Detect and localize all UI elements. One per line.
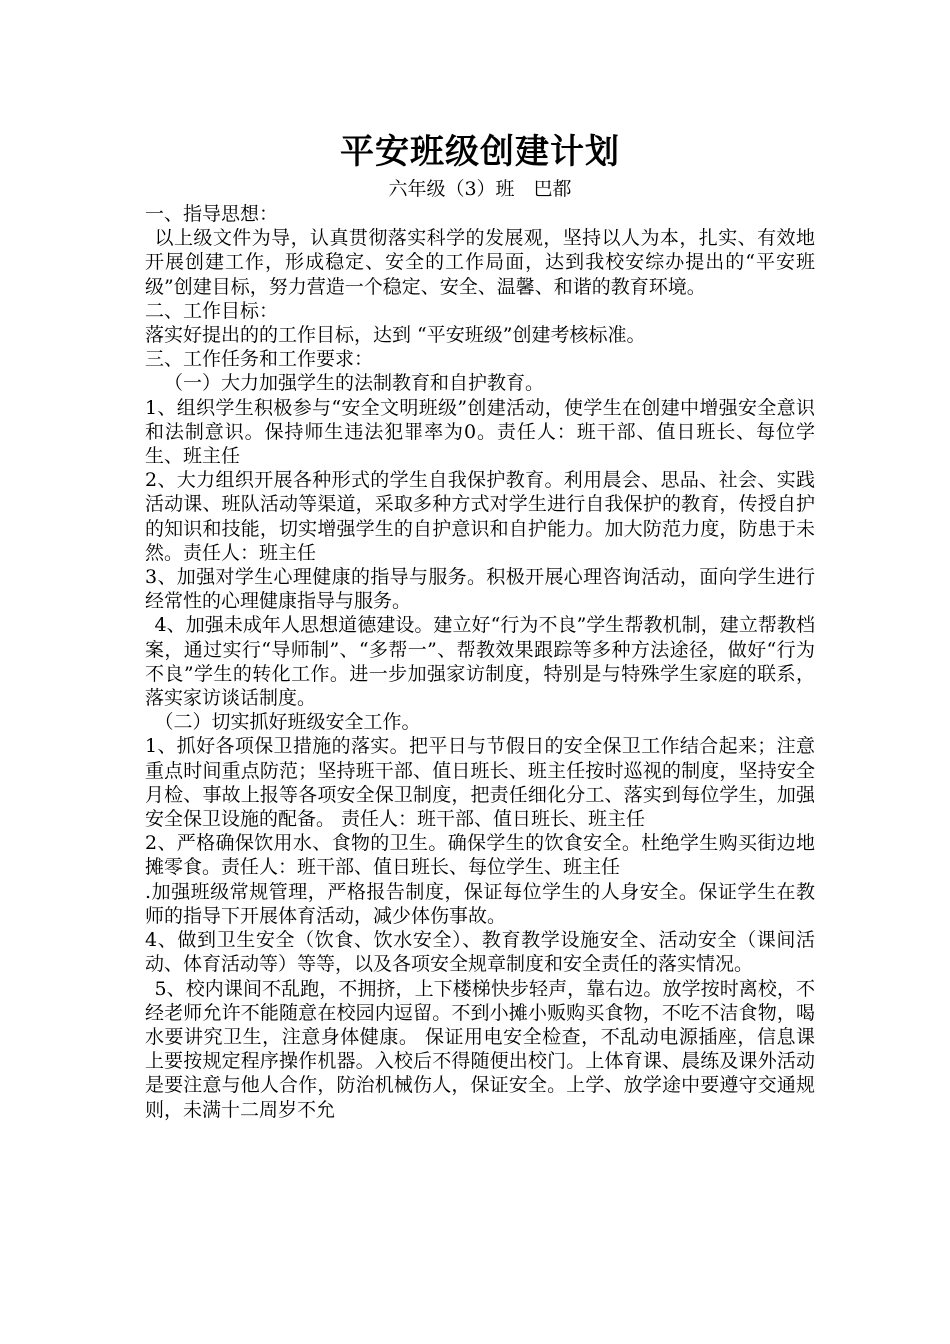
paragraph: 2、严格确保饮用水、食物的卫生。确保学生的饮食安全。杜绝学生购买街边地摊零食。责任人：班干部、值日班长、每位学生、班主任	[145, 832, 815, 879]
document-page	[145, 128, 815, 1122]
subsection-heading: （一）大力加强学生的法制教育和自护教育。	[164, 372, 545, 395]
paragraph: 落实好提出的的工作目标，达到 “平安班级”创建考核标准。	[145, 324, 646, 347]
paragraph: .加强班级常规管理，严格报告制度，保证每位学生的人身安全。保证学生在教师的指导下开展体育活动，减少体伤事故。	[145, 880, 815, 927]
paragraph: 1、抓好各项保卫措施的落实。把平日与节假日的安全保卫工作结合起来；注意重点时间重点防范；坚持班干部、值日班长、班主任按时巡视的制度，坚持安全月检、事故上报等各项安全保卫制度，把责任细化分工、落实到每位学生，加强安全保卫设施的配备。 责任人：班干部、值日班长、班主任	[145, 735, 815, 831]
paragraph: 4、加强未成年人思想道德建设。建立好“行为不良”学生帮教机制，建立帮教档案，通过实行“导师制”、“多帮一”、帮教效果跟踪等多种方法途径，做好“行为不良”学生的转化工作。进一步加强家访制度，特别是与特殊学生家庭的联系，落实家访谈话制度。	[145, 614, 815, 710]
paragraph: 以上级文件为导，认真贯彻落实科学的发展观，坚持以人为本，扎实、有效地开展创建工作，形成稳定、安全的工作局面，达到我校安综办提出的“平安班级”创建目标，努力营造一个稳定、安全、温馨、和谐的教育环境。	[145, 227, 815, 298]
document-body	[145, 202, 815, 1122]
section-heading: 一、指导思想：	[145, 203, 279, 225]
paragraph: 1、组织学生积极参与“安全文明班级”创建活动，使学生在创建中增强安全意识和法制意识。保持师生违法犯罪率为0。责任人：班干部、值日班长、每位学生、班主任	[145, 396, 815, 468]
paragraph: 3、加强对学生心理健康的指导与服务。积极开展心理咨询活动，面向学生进行经常性的心理健康指导与服务。	[145, 566, 815, 613]
document-title: 平安班级创建计划	[340, 132, 620, 172]
paragraph: 4、做到卫生安全（饮食、饮水安全）、教育教学设施安全、活动安全（课间活动、体育活动等）等等，以及各项安全规章制度和安全责任的落实情况。	[145, 929, 815, 976]
paragraph: 5、校内课间不乱跑，不拥挤，上下楼梯快步轻声，靠右边。放学按时离校，不经老师允许不能随意在校园内逗留。不到小摊小贩购买食物，不吃不洁食物，喝水要讲究卫生，注意身体健康。 保证用电安全检查，不乱动电源插座，信息课上要按规定程序操作机器。入校后不得随便出校门。上体育课、晨练及课外活动是要注意与他人合作，防治机械伤人，保证安全。上学、放学途中要遵守交通规则，未满十二周岁不允	[145, 977, 815, 1121]
paragraph: 2、大力组织开展各种形式的学生自我保护教育。利用晨会、思品、社会、实践活动课、班队活动等渠道，采取多种方式对学生进行自我保护的教育，传授自护的知识和技能，切实增强学生的自护意识和自护能力。加大防范力度，防患于未然。责任人：班主任	[145, 469, 815, 564]
document-subtitle: 六年级（3）班 巴都	[388, 178, 572, 200]
subsection-heading: （二）切实抓好班级安全工作。	[154, 711, 421, 734]
section-heading: 三、工作任务和工作要求：	[145, 348, 374, 371]
section-heading: 二、工作目标：	[145, 299, 279, 322]
